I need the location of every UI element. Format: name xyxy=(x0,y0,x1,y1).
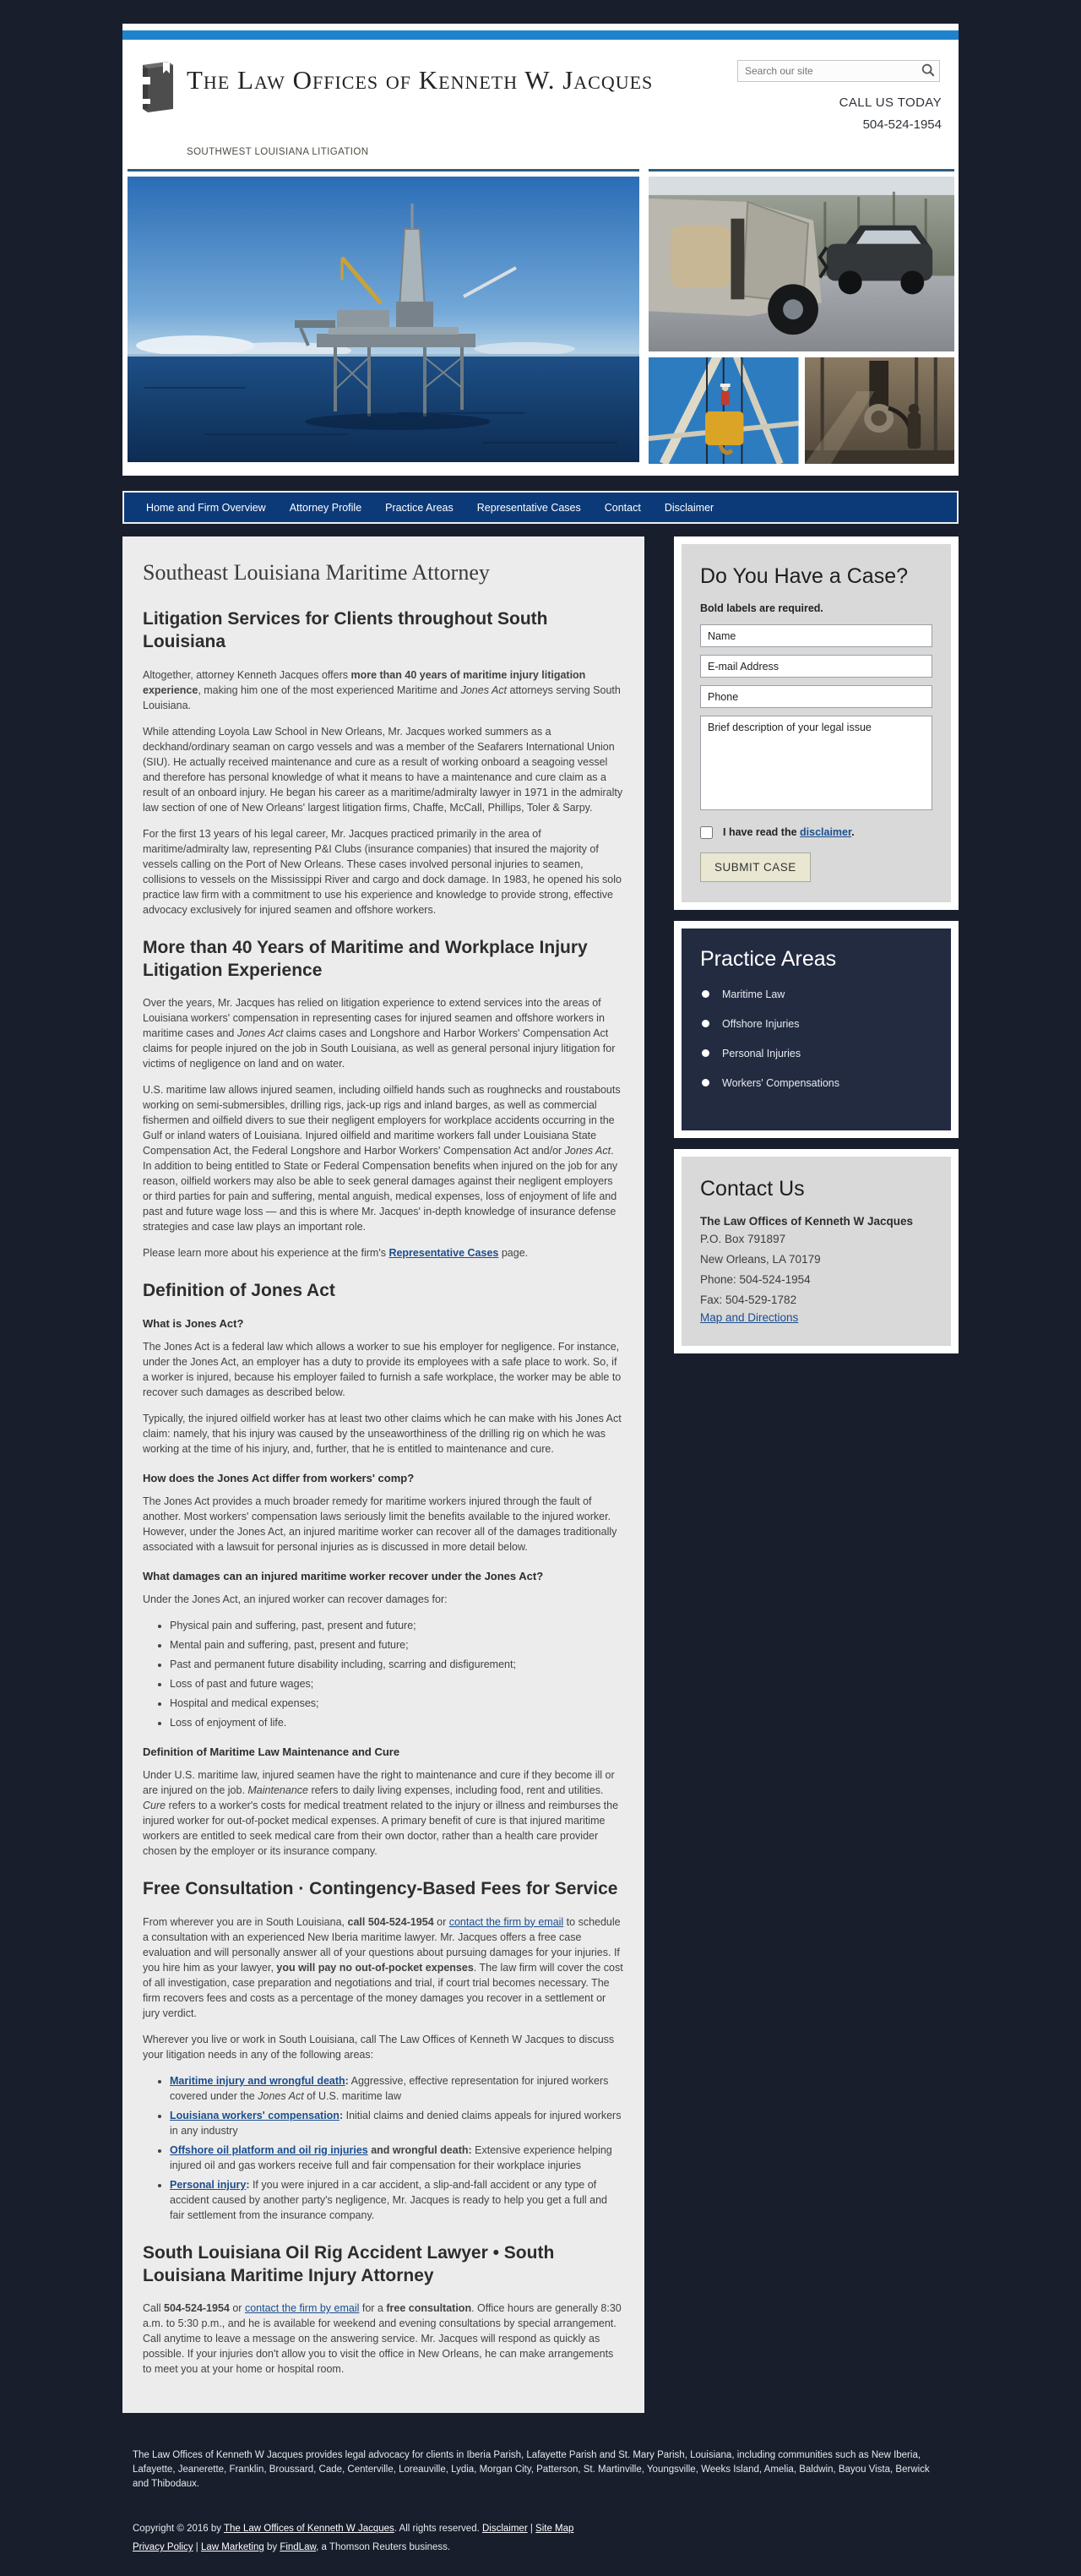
site-search xyxy=(737,60,940,82)
inline-link[interactable]: Privacy Policy xyxy=(133,2542,193,2553)
call-us-today-label: CALL US TODAY xyxy=(839,95,942,110)
text-segment: Under U.S. maritime law, injured seamen have the right to maintenance and cure if they become ill or are injured on the job. xyxy=(143,1769,615,1797)
tagline: SOUTHWEST LOUISIANA LITIGATION xyxy=(187,147,369,157)
nav-item[interactable]: Contact xyxy=(604,501,641,514)
text-segment: If you were injured in a car accident, a slip-and-fall accident or any type of accident caused by another party's negligence, Mr. Jacques is ready to help you get a full and fair settlement from the insurance company. xyxy=(170,2178,607,2221)
text-segment: Call xyxy=(143,2302,165,2315)
text-segment: Cure xyxy=(143,1800,166,1812)
bullet-item xyxy=(170,1618,624,1633)
text-segment: . Office hours are generally 8:30 a.m. to 5:30 p.m., and he is available for weekend and evening consultations by special arrangement. Call anytime to leave a message on the answering service. Mr. Jacques will respond as quickly as possible. If your injuries don't allow you to visit the office in New Orleans, he can make arrangements to meet you at your home or hospital room. xyxy=(143,2302,622,2376)
footer-legal-links xyxy=(133,2542,948,2552)
article-panel xyxy=(122,536,644,2413)
search-icon[interactable] xyxy=(917,61,939,81)
paragraph xyxy=(143,1767,624,1859)
hero-image-rig-worker xyxy=(649,357,799,464)
heading: South Louisiana Oil Rig Accident Lawyer • South Louisiana Maritime Injury Attorney xyxy=(143,2242,555,2286)
inline-link[interactable]: FindLaw xyxy=(280,2542,317,2553)
text-segment: Jones Act xyxy=(258,2089,304,2102)
description-field[interactable] xyxy=(700,716,932,810)
inline-link[interactable]: Offshore oil platform and oil rig injuries xyxy=(170,2143,368,2156)
hero-image-drilling-equipment xyxy=(805,357,955,464)
phone-field[interactable] xyxy=(700,685,932,708)
text-segment: Wherever you live or work in South Louisiana, call The Law Offices of Kenneth W Jacques to discuss your litigation needs in any of the following areas: xyxy=(143,2033,615,2061)
text-segment: free consultation xyxy=(386,2302,472,2315)
email-field[interactable] xyxy=(700,655,932,678)
text-segment: or xyxy=(229,2302,245,2315)
bullet-item xyxy=(170,1637,624,1653)
disclaimer-checkbox[interactable] xyxy=(700,826,713,839)
site-title: The Law Offices of Kenneth W. Jacques xyxy=(187,65,654,95)
contact-title: Contact Us xyxy=(700,1177,805,1201)
contact-firm-name: The Law Offices of Kenneth W Jacques xyxy=(700,1215,914,1228)
paragraph xyxy=(143,2032,624,2062)
text-segment: Mental pain and suffering, past, present and future; xyxy=(170,1639,409,1652)
text-segment: of U.S. maritime law xyxy=(303,2089,401,2102)
text-segment: Extensive experience helping injured oil and gas workers receive full and fair compensation for their workplace injuries xyxy=(170,2143,612,2171)
paragraph xyxy=(143,826,624,918)
text-segment: Altogether, attorney Kenneth Jacques offers xyxy=(143,668,351,681)
text-segment: you will pay no out-of-pocket expenses xyxy=(276,1961,474,1974)
text-segment: Copyright © 2016 by xyxy=(133,2524,224,2535)
bullet-item xyxy=(170,2073,624,2104)
text-segment: Past and permanent future disability including, scarring and disfigurement; xyxy=(170,1658,516,1671)
paragraph xyxy=(143,995,624,1071)
bullet-item xyxy=(170,1676,624,1691)
nav-item[interactable]: Attorney Profile xyxy=(289,501,362,514)
text-segment: Please learn more about his experience at the firm's xyxy=(143,1247,389,1260)
bullet-item xyxy=(170,1657,624,1672)
text-segment: or xyxy=(433,1915,449,1928)
text-segment: refers to daily living expenses, including food, rent and utilities. xyxy=(307,1784,604,1797)
text-segment: Loss of past and future wages; xyxy=(170,1678,314,1691)
article-content xyxy=(143,560,624,2377)
nav-item[interactable]: Disclaimer xyxy=(664,501,714,514)
text-segment: The Jones Act is a federal law which allows a worker to sue his employer for negligence. For instance, under the Jones Act, an employer has a duty to provide its employees with a safe place to work. So, if a worker is injured, because his employer failed to furnish a safe workplace, the worker may be able to recover such damages as described below. xyxy=(143,1341,622,1399)
contact-lines xyxy=(700,1229,932,1310)
nav-item[interactable]: Representative Cases xyxy=(476,501,581,514)
inline-link[interactable]: Disclaimer xyxy=(481,2524,528,2535)
top-accent-bar xyxy=(122,30,959,40)
practice-area-item[interactable]: Personal Injuries xyxy=(700,1048,932,1059)
practice-area-item[interactable]: Workers' Compensations xyxy=(700,1077,932,1089)
text-segment: While attending Loyola Law School in New Orleans, Mr. Jacques worked summers as a deckhand/ordinary seaman on cargo vessels and was a member of the Seafarers International Union (SIU). He actually received maintenance and cure as a result of working onboard a seagoing vessel and therefore has personal knowledge of what it means to have a maintenance and cure claim as a result of an onboard injury. He began his career as a maritime/admiralty lawyer in 1971 in the admiralty law section of one of New Orleans' largest litigation firms, Chaffe, McCall, Phillips, Toler & Sarpy. xyxy=(143,725,623,814)
practice-areas-title: Practice Areas xyxy=(700,947,837,971)
agree-prefix: I have read the xyxy=(723,826,801,838)
text-segment: for a xyxy=(359,2302,387,2315)
practice-area-item[interactable]: Offshore Injuries xyxy=(700,1018,932,1030)
inline-link[interactable]: contact the firm by email xyxy=(244,2302,360,2315)
nav-item[interactable]: Practice Areas xyxy=(385,501,454,514)
text-segment: | xyxy=(193,2542,201,2553)
bullet-item xyxy=(170,2143,624,2173)
text-segment: | xyxy=(527,2524,536,2535)
inline-link[interactable]: Site Map xyxy=(535,2524,574,2535)
disclaimer-link[interactable]: disclaimer xyxy=(800,826,852,838)
submit-case-button[interactable]: SUBMIT CASE xyxy=(700,852,811,882)
bullet-item xyxy=(170,1696,624,1711)
footer-copyright xyxy=(133,2524,948,2534)
text-segment: Physical pain and suffering, past, present and future; xyxy=(170,1620,416,1632)
bullet-item xyxy=(170,2108,624,2138)
text-segment: . The law firm will cover the cost of all investigation, case preparation and negotiations and trial, if court trial becomes necessary. The firm recovers fees and costs as a percentage of the money damages you recover in a settlement or jury verdict. xyxy=(143,1961,623,2019)
text-segment: For the first 13 years of his legal career, Mr. Jacques practiced primarily in the area of maritime/admiralty law, representing P&I Clubs (insurance companies) that insured the majority of vessels calling on the Port of New Orleans. These cases involved personal injuries to seamen, collisions to vessels on the Mississippi River and cargo and dock damage. In 1983, he opened his solo practice law firm with a commitment to use his experience and knowledge to provide strong, effective advocacy exclusively for injured seamen and offshore workers. xyxy=(143,827,622,916)
inline-link[interactable]: The Law Offices of Kenneth W Jacques xyxy=(224,2524,394,2535)
text-segment: Under the Jones Act, an injured worker can recover damages for: xyxy=(143,1593,448,1606)
search-input[interactable] xyxy=(737,60,940,82)
text-segment: Over the years, Mr. Jacques has relied on litigation experience to extend services into the areas of Louisiana workers' compensation in representing cases for injured seamen and offshore workers in maritime cases and xyxy=(143,997,605,1040)
text-segment: refers to a worker's costs for medical treatment related to the injury or illness and reimburses the injured worker for out-of-pocket medical expenses. A primary benefit of cure is that injured maritime workers are entitled to seek medical care from their own doctor, rather than a health care provider chosen by the employer or its insurance company. xyxy=(143,1800,619,1858)
paragraph xyxy=(143,667,624,713)
paragraph xyxy=(143,1494,624,1555)
text-segment: claims cases and Longshore and Harbor Workers' Compensation Act claims for people injured on the job in South Louisiana, as well as general personal injury litigation for victims of negligence on land and on water. xyxy=(143,1027,616,1070)
name-field[interactable] xyxy=(700,624,932,647)
heading: Definition of Jones Act xyxy=(143,1281,335,1301)
paragraph xyxy=(143,1411,624,1457)
hero-divider-rule xyxy=(128,169,639,172)
sidebar xyxy=(674,536,959,1364)
text-segment: attorneys serving South Louisiana. xyxy=(143,683,621,711)
text-segment: Hospital and medical expenses; xyxy=(170,1697,319,1710)
practice-areas-list xyxy=(700,988,932,1110)
text-segment: Jones Act xyxy=(564,1145,611,1157)
contact-line: P.O. Box 791897 xyxy=(700,1233,786,1245)
agree-suffix: . xyxy=(851,826,855,838)
main-navigation xyxy=(122,491,959,524)
hero-image-car-accident xyxy=(649,177,954,351)
hero-images xyxy=(122,157,959,464)
inline-link[interactable]: Louisiana workers' compensation xyxy=(170,2109,340,2121)
text-segment: . All rights reserved. xyxy=(394,2524,482,2535)
hero-divider-rule xyxy=(649,169,954,172)
case-form-panel xyxy=(674,536,959,910)
text-segment: Jones Act xyxy=(236,1027,284,1040)
inline-link[interactable]: Personal injury xyxy=(170,2178,247,2191)
text-segment: and wrongful death: xyxy=(367,2143,472,2156)
text-segment: . In addition to being entitled to State or Federal Compensation benefits when injured on the job for any reason, oilfield workers may also be able to seek general damages against their negligent employers or third parties for pain and suffering, mental anguish, medical expenses, loss of enjoyment of life and past and future wage loss — and this is where Mr. Jacques' in-depth knowledge of insurance defense strategies and case law plays an important role. xyxy=(143,1145,618,1234)
contact-line: Fax: 504-529-1782 xyxy=(700,1293,797,1306)
text-segment: call 504-524-1954 xyxy=(347,1915,434,1928)
nav-item[interactable]: Home and Firm Overview xyxy=(146,501,266,514)
contact-line: Phone: 504-524-1954 xyxy=(700,1273,811,1286)
contact-panel xyxy=(674,1149,959,1353)
text-segment: Typically, the injured oilfield worker has at least two other claims which he can make with his Jones Act claim: namely, that his injury was caused by the unseaworthiness of the drilling rig on which he was working at the time of his injury, and, further, that he is entitled to maintenance and cure. xyxy=(143,1413,622,1456)
map-directions-link[interactable]: Map and Directions xyxy=(700,1311,799,1324)
site-footer xyxy=(122,2413,959,2576)
text-segment: 504-524-1954 xyxy=(164,2302,230,2315)
text-segment: : xyxy=(339,2109,344,2121)
page-container xyxy=(122,24,959,2576)
heading: What damages can an injured maritime worker recover under the Jones Act? xyxy=(143,1570,544,1583)
text-segment: Maintenance xyxy=(247,1784,308,1797)
paragraph xyxy=(143,1914,624,2021)
bullet-item xyxy=(170,1715,624,1730)
inline-link[interactable]: contact the firm by email xyxy=(448,1915,564,1928)
text-segment: by xyxy=(263,2542,280,2553)
paragraph xyxy=(143,2301,624,2377)
disclaimer-agree-label xyxy=(723,826,855,838)
paragraph xyxy=(143,1339,624,1400)
form-title: Do You Have a Case? xyxy=(700,564,909,588)
heading: Litigation Services for Clients throughout South Louisiana xyxy=(143,609,548,652)
paragraph xyxy=(143,1592,624,1607)
inline-link[interactable]: Representative Cases xyxy=(388,1247,499,1260)
paragraph xyxy=(143,1082,624,1234)
bullet-item xyxy=(170,2177,624,2223)
text-segment: Initial claims and denied claims appeals for injured workers in any industry xyxy=(170,2109,622,2137)
bullet-list xyxy=(143,1618,624,1730)
text-segment: U.S. maritime law allows injured seamen, including oilfield hands such as roughnecks and roustabouts working on semi-submersibles, drilling rigs, jack-up rigs and inland barges, as well as commercial fishermen and oilfield divers to sue their negligent employers for workplace accidents occurring in the Gulf or inland waters of Louisiana. Injured oilfield and maritime workers fall under Louisiana State Compensation Act, the Federal Longshore and Harbor Workers' Compensation Act and/or xyxy=(143,1084,621,1157)
header-phone-number: 504-524-1954 xyxy=(862,117,942,132)
text-segment: to schedule a consultation with an experienced New Iberia maritime lawyer. Mr. Jacques offers a free case evaluation and will personally answer all of your questions about pursuing damages for your injuries. If you hire him as your lawyer, xyxy=(143,1915,621,1974)
paragraph xyxy=(143,724,624,815)
heading: Southeast Louisiana Maritime Attorney xyxy=(143,560,490,585)
text-segment: Loss of enjoyment of life. xyxy=(170,1717,287,1729)
text-segment: more than 40 years of maritime injury litigation experience xyxy=(143,668,586,696)
site-header xyxy=(122,24,959,476)
text-segment: page. xyxy=(498,1247,529,1260)
heading: Free Consultation · Contingency-Based Fees for Service xyxy=(143,1879,618,1899)
heading: Definition of Maritime Law Maintenance and Cure xyxy=(143,1745,400,1759)
contact-line: New Orleans, LA 70179 xyxy=(700,1253,821,1266)
text-segment: , a Thomson Reuters business. xyxy=(316,2542,451,2553)
inline-link[interactable]: Law Marketing xyxy=(200,2542,264,2553)
text-segment: : xyxy=(246,2178,250,2191)
text-segment: Aggressive, effective representation for injured workers covered under the xyxy=(170,2074,609,2102)
form-required-note: Bold labels are required. xyxy=(700,602,823,614)
heading: How does the Jones Act differ from workers' comp? xyxy=(143,1472,415,1485)
law-book-logo-icon xyxy=(134,60,178,114)
paragraph xyxy=(143,1245,624,1261)
practice-areas-panel xyxy=(674,921,959,1138)
text-segment: : xyxy=(345,2074,349,2087)
hero-image-offshore-oil-platform xyxy=(128,177,639,462)
text-segment: The Jones Act provides a much broader remedy for maritime workers injured through the fault of another. Most workers' compensation laws seriously limit the benefits available to the injured worker. However, under the Jones Act, an injured maritime worker can recover all of the damages traditionally associated with a lawsuit for personal injuries as is discussed in more detail below. xyxy=(143,1495,617,1554)
heading: What is Jones Act? xyxy=(143,1317,244,1331)
footer-service-area: The Law Offices of Kenneth W Jacques provides legal advocacy for clients in Iberia Parish, Lafayette Parish and St. Mary Parish, Louisiana, including communities such as New Iberia, Lafayette, Jeanerette, Franklin, Broussard, Cade, Centerville, Loreauville, Lydia, Morgan City, Patterson, St. Martinville, Youngsville, Weeks Island, Amelia, Baldwin, Bayou Vista, Berwick and Thibodaux. xyxy=(133,2450,930,2490)
heading: More than 40 Years of Maritime and Workplace Injury Litigation Experience xyxy=(143,937,588,980)
bullet-list xyxy=(143,2073,624,2223)
text-segment: Jones Act xyxy=(460,683,508,696)
inline-link[interactable]: Maritime injury and wrongful death xyxy=(170,2074,345,2087)
practice-area-item[interactable]: Maritime Law xyxy=(700,988,932,1000)
text-segment: From wherever you are in South Louisiana, xyxy=(143,1915,348,1928)
text-segment: , making him one of the most experienced Maritime and xyxy=(198,683,461,696)
